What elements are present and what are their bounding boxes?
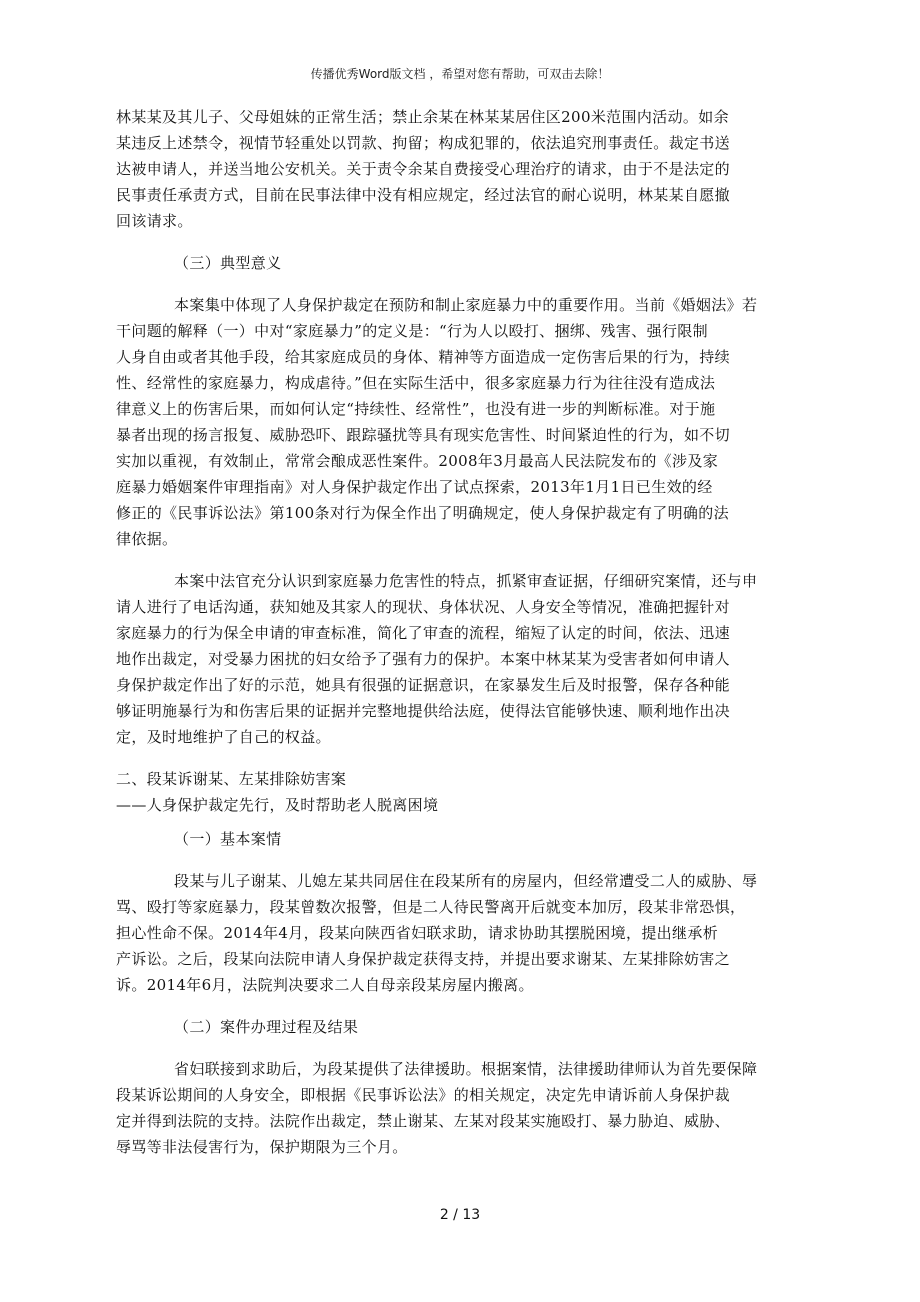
text-line: 担心性命不保。2014年4月，段某向陕西省妇联求助，请求协助其摆脱困境，提出继承析: [116, 924, 719, 942]
text-line: 本案集中体现了人身保护裁定在预防和制止家庭暴力中的重要作用。当前《婚姻法》若: [174, 296, 758, 314]
case-subtitle: ——人身保护裁定先行，及时帮助老人脱离困境: [116, 796, 439, 814]
text-line: 实加以重视，有效制止，常常会酿成恶性案件。2008年3月最高人民法院发布的《涉及家: [116, 452, 719, 470]
paragraph-ruling-continuation: [116, 104, 806, 234]
document-body: [116, 104, 806, 1160]
text-line: 定，及时地维护了自己的权益。: [116, 728, 331, 746]
text-line: 人身自由或者其他手段，给其家庭成员的身体、精神等方面造成一定伤害后果的行为，持续: [116, 348, 731, 366]
text-line: 民事责任承责方式，目前在民事法律中没有相应规定，经过法官的耐心说明，林某某自愿撤: [116, 186, 731, 204]
text-line: 诉。2014年6月，法院判决要求二人自母亲段某房屋内搬离。: [116, 976, 534, 994]
paragraph-significance-1: [116, 292, 806, 552]
text-line: 本案中法官充分认识到家庭暴力危害性的特点，抓紧审查证据，仔细研究案情，还与申: [174, 572, 758, 590]
text-line: 性、经常性的家庭暴力，构成虐待。”但在实际生活中，很多家庭暴力行为往往没有造成法: [116, 374, 716, 392]
text-line: 律依据。: [116, 530, 178, 548]
text-line: 产诉讼。之后，段某向法院申请人身保护裁定获得支持，并提出要求谢某、左某排除妨害之: [116, 950, 731, 968]
heading-basic-facts: [116, 826, 806, 852]
text-line: 家庭暴力的行为保全申请的审查标准，简化了审查的流程，缩短了认定的时间，依法、迅速: [116, 624, 731, 642]
text-line: 地作出裁定，对受暴力困扰的妇女给予了强有力的保护。本案中林某某为受害者如何申请人: [116, 650, 731, 668]
text-line: 骂、殴打等家庭暴力，段某曾数次报警，但是二人待民警离开后就变本加厉，段某非常恐惧，: [116, 898, 746, 916]
text-line: 辱骂等非法侵害行为，保护期限为三个月。: [116, 1138, 408, 1156]
paragraph-process-result: [116, 1056, 806, 1160]
page-header: 传播优秀Word版文档 ，希望对您有帮助，可双击去除！: [310, 67, 610, 81]
case-two-title: [116, 766, 806, 818]
page-number: 2 / 13: [439, 1207, 481, 1223]
text-line: 庭暴力婚姻案件审理指南》对人身保护裁定作出了试点探索，2013年1月1日已生效的经: [116, 478, 713, 496]
paragraph-significance-2: [116, 568, 806, 750]
text-line: 某违反上述禁令，视情节轻重处以罚款、拘留；构成犯罪的，依法追究刑事责任。裁定书送: [116, 134, 731, 152]
case-title: 二、段某诉谢某、左某排除妨害案: [116, 770, 347, 788]
text-line: 省妇联接到求助后，为段某提供了法律援助。根据案情，法律援助律师认为首先要保障: [174, 1060, 758, 1078]
heading-typical-significance: [116, 250, 806, 276]
text-line: 请人进行了电话沟通，获知她及其家人的现状、身体状况、人身安全等情况，准确把握针对: [116, 598, 731, 616]
text-line: 暴者出现的扬言报复、威胁恐吓、跟踪骚扰等具有现实危害性、时间紧迫性的行为，如不切: [116, 426, 731, 444]
text-line: 够证明施暴行为和伤害后果的证据并完整地提供给法庭，使得法官能够快速、顺利地作出决: [116, 702, 731, 720]
text-line: 林某某及其儿子、父母姐妹的正常生活；禁止余某在林某某居住区200米范围内活动。如余: [116, 108, 729, 126]
text-line: 达被申请人，并送当地公安机关。关于责令余某自费接受心理治疗的请求，由于不是法定的: [116, 160, 731, 178]
text-line: 律意义上的伤害后果，而如何认定“持续性、经常性”，也没有进一步的判断标准。对于施: [116, 400, 716, 418]
section-heading: （二）案件办理过程及结果: [174, 1018, 359, 1036]
text-line: 身保护裁定作出了好的示范，她具有很强的证据意识，在家暴发生后及时报警，保存各种能: [116, 676, 731, 694]
text-line: 段某诉讼期间的人身安全，即根据《民事诉讼法》的相关规定，决定先申请诉前人身保护裁: [116, 1086, 731, 1104]
section-heading: （一）基本案情: [174, 830, 282, 848]
section-heading: （三）典型意义: [174, 254, 282, 272]
text-line: 干问题的解释（一）中对“家庭暴力”的定义是：“行为人以殴打、捆绑、残害、强行限制: [116, 322, 709, 340]
paragraph-basic-facts: [116, 868, 806, 998]
text-line: 回该请求。: [116, 212, 193, 230]
text-line: 修正的《民事诉讼法》第100条对行为保全作出了明确规定，使人身保护裁定有了明确的法: [116, 504, 729, 522]
text-line: 定并得到法院的支持。法院作出裁定，禁止谢某、左某对段某实施殴打、暴力胁迫、威胁、: [116, 1112, 731, 1130]
text-line: 段某与儿子谢某、儿媳左某共同居住在段某所有的房屋内，但经常遭受二人的威胁、辱: [174, 872, 758, 890]
heading-process-result: [116, 1014, 806, 1040]
